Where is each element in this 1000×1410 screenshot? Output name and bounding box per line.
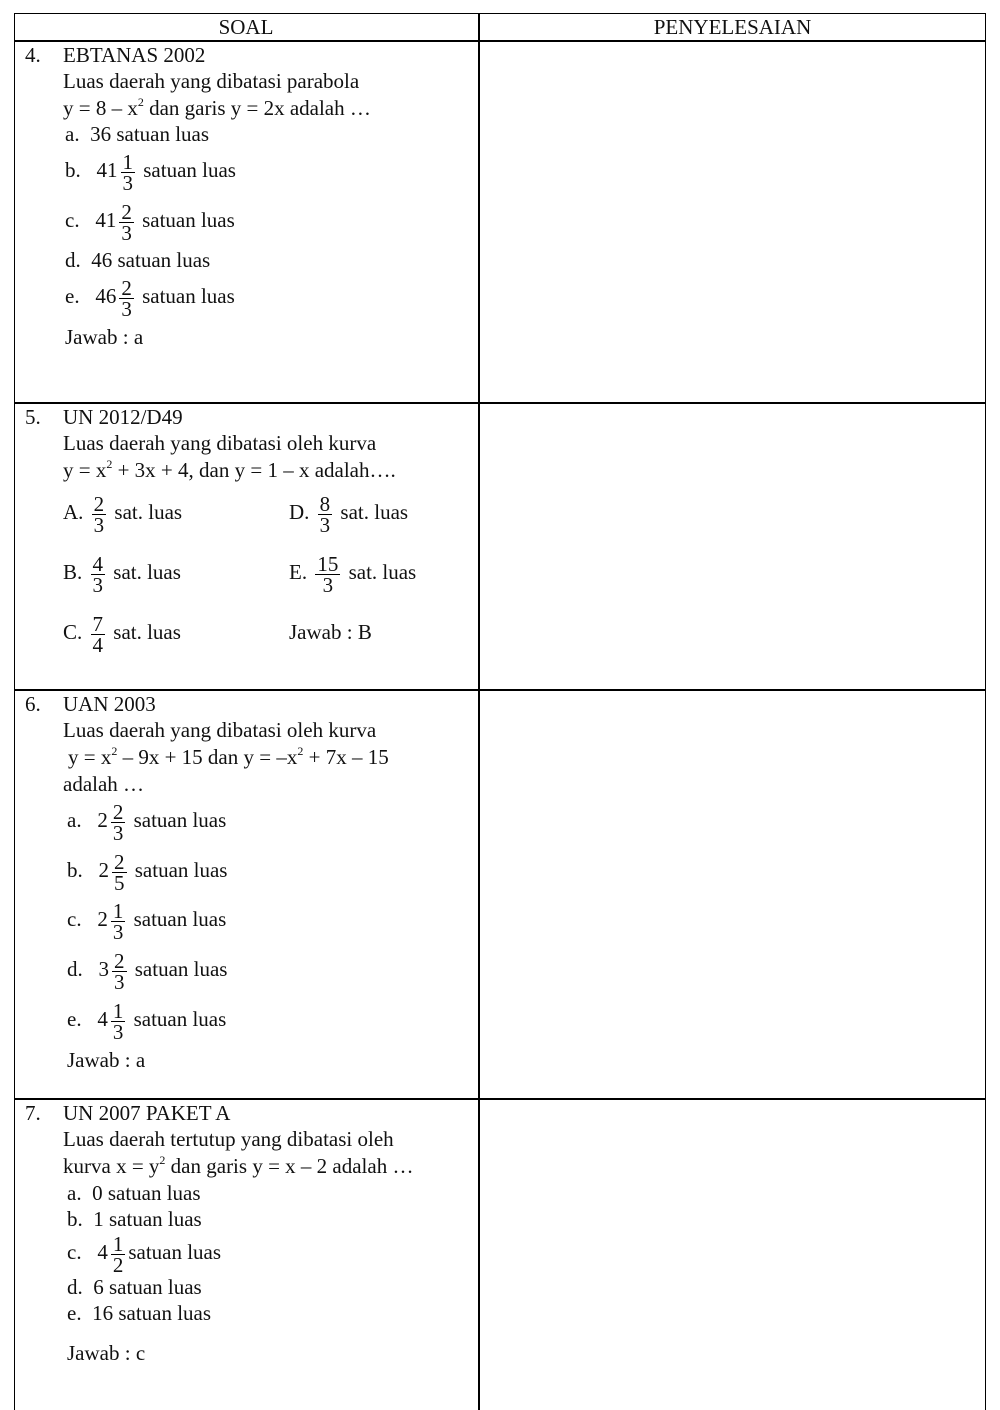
option-c[interactable]: c. 2 $\frac{1}{3}$ satuan luas: [67, 898, 227, 944]
option-e[interactable]: e. 16 satuan luas: [67, 1301, 212, 1325]
option-b[interactable]: b. 2 $\frac{2}{5}$ satuan luas: [67, 849, 228, 895]
option-d[interactable]: D. $\frac{8}{3}$ sat. luas: [289, 491, 409, 537]
question-equation: $y = x^2 + 3x + 4$, dan y = 1 – x adalah….: [63, 457, 396, 482]
question-text: Luas daerah yang dibatasi parabola: [63, 69, 360, 93]
option-b[interactable]: B. $\frac{4}{3}$ sat. luas: [63, 551, 181, 597]
question-equation: $y = 8 - x^2$ dan garis y = 2x adalah …: [63, 95, 371, 120]
answer: Jawab : a: [65, 325, 144, 349]
question-source: UAN 2003: [63, 692, 156, 716]
option-c[interactable]: C. $\frac{7}{4}$ sat. luas: [63, 611, 181, 657]
answer: Jawab : a: [67, 1048, 146, 1072]
option-b[interactable]: b. 41 $\frac{1}{3}$ satuan luas: [65, 149, 236, 195]
question-equation: kurva $x = y^2$ dan garis y = x – 2 adalah …: [63, 1153, 414, 1178]
option-a[interactable]: A. $\frac{2}{3}$ sat. luas: [63, 491, 183, 537]
row-divider: [14, 689, 986, 691]
column-divider: [478, 13, 480, 1410]
option-e[interactable]: e. 46 $\frac{2}{3}$ satuan luas: [65, 275, 235, 321]
question-equation: $y = x^2 - 9x + 15$ dan $y = -x^2 + 7x - 15$: [68, 744, 389, 769]
option-a[interactable]: a. 2 $\frac{2}{3}$ satuan luas: [67, 799, 227, 845]
option-a[interactable]: a. 36 satuan luas: [65, 122, 210, 146]
question-number: 4.: [25, 43, 41, 67]
header-soal: SOAL: [218, 15, 274, 39]
question-text: adalah …: [63, 772, 145, 796]
option-e[interactable]: e. 4 $\frac{1}{3}$ satuan luas: [67, 998, 227, 1044]
row-divider: [14, 402, 986, 404]
option-d[interactable]: d. 3 $\frac{2}{3}$ satuan luas: [67, 948, 228, 994]
option-d[interactable]: d. 6 satuan luas: [67, 1275, 202, 1299]
answer: Jawab : B: [289, 620, 372, 644]
option-d[interactable]: d. 46 satuan luas: [65, 248, 211, 272]
question-text: Luas daerah yang dibatasi oleh kurva: [63, 431, 377, 455]
option-e[interactable]: E. $\frac{15}{3}$ sat. luas: [289, 551, 417, 597]
question-text: Luas daerah yang dibatasi oleh kurva: [63, 718, 377, 742]
question-number: 7.: [25, 1101, 41, 1125]
option-b[interactable]: b. 1 satuan luas: [67, 1207, 202, 1231]
question-number: 6.: [25, 692, 41, 716]
option-c[interactable]: c. 4 $\frac{1}{2}$ satuan luas: [67, 1231, 222, 1277]
question-number: 5.: [25, 405, 41, 429]
header-penyelesaian: PENYELESAIAN: [653, 15, 812, 39]
answer: Jawab : c: [67, 1341, 146, 1365]
option-c[interactable]: c. 41 $\frac{2}{3}$ satuan luas: [65, 199, 235, 245]
row-divider: [14, 1098, 986, 1100]
question-source: EBTANAS 2002: [63, 43, 206, 67]
option-a[interactable]: a. 0 satuan luas: [67, 1181, 201, 1205]
question-source: UN 2007 PAKET A: [63, 1101, 231, 1125]
question-source: UN 2012/D49: [63, 405, 183, 429]
question-text: Luas daerah tertutup yang dibatasi oleh: [63, 1127, 394, 1151]
